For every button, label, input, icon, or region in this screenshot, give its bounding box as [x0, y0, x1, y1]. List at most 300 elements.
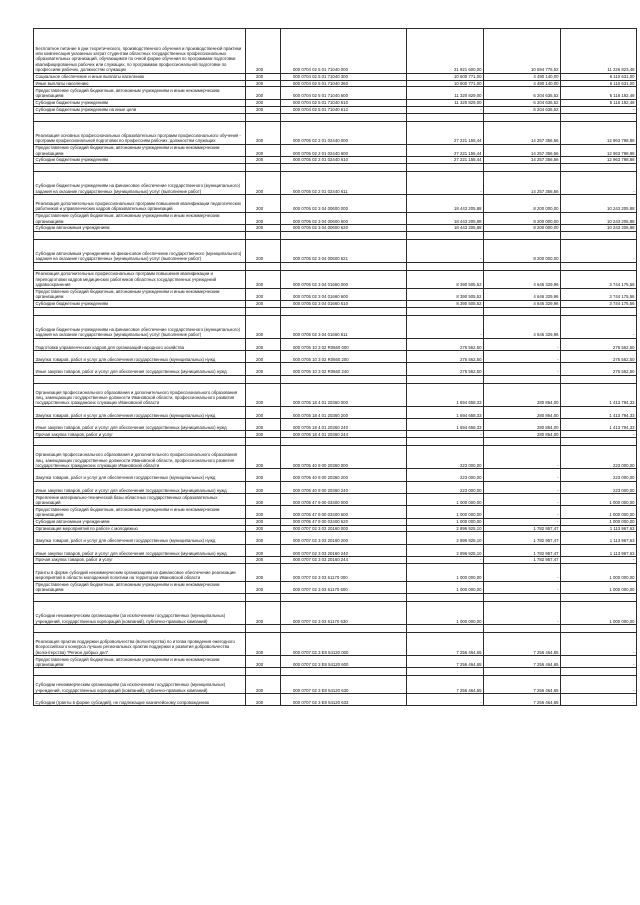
row-remaining-cell: 276 562,50: [561, 351, 637, 363]
row-kbk-cell: 000 0707 02 3 E8 54120 630: [281, 676, 407, 694]
row-approved-cell: 276 562,50: [407, 338, 484, 350]
row-executed-cell: [484, 593, 561, 601]
row-executed-cell: -: [484, 601, 561, 624]
row-kbk-cell: 000 0705 02 2 01 02440 611: [281, 171, 407, 194]
row-name-cell: [34, 375, 246, 383]
table-body: [34, 29, 637, 706]
row-executed-cell: -: [484, 494, 561, 506]
row-approved-cell: -: [407, 239, 484, 262]
row-approved-cell: 1 694 658,33: [407, 406, 484, 418]
row-code-cell: 200: [246, 556, 281, 563]
row-remaining-cell: -: [561, 431, 637, 438]
row-kbk-cell: 000 0704 02 5 01 71040 000: [281, 29, 407, 74]
row-remaining-cell: 5 116 192,48: [561, 99, 637, 106]
row-name-cell: Укрепление материально-технической базы областных государственных образовательных организаций: [34, 494, 246, 506]
table-row: [34, 624, 637, 632]
table-row: [34, 601, 637, 624]
row-name-cell: Организация мероприятий по работе с молодежью: [34, 525, 246, 532]
table-row: [34, 288, 637, 300]
row-name-cell: Иные закупки товаров, работ и услуг для обеспечения государственных (муниципальных) нужд: [34, 419, 246, 431]
row-executed-cell: 1 782 957,47: [484, 525, 561, 532]
table-row: [34, 532, 637, 544]
row-name-cell: [34, 262, 246, 270]
row-kbk-cell: 000 0705 02 3 04 00600 000: [281, 194, 407, 212]
table-row: [34, 144, 637, 156]
table-row: [34, 300, 637, 307]
row-code-cell: 200: [246, 338, 281, 350]
row-remaining-cell: [561, 231, 637, 239]
row-remaining-cell: -: [561, 171, 637, 194]
row-kbk-cell: 000 0707 02 3 03 61170 630: [281, 601, 407, 624]
row-name-cell: Субсидии бюджетным учреждениям на финансовое обеспечение государственного (муниципального) задания на оказание государственных (муниципальных) услуг (выполнение работ): [34, 171, 246, 194]
row-kbk-cell: 000 0705 18 4 01 20360 240: [281, 419, 407, 431]
row-executed-cell: -: [484, 351, 561, 363]
row-remaining-cell: 1 113 967,63: [561, 544, 637, 556]
row-code-cell: 200: [246, 676, 281, 694]
row-name-cell: Предоставление субсидий бюджетным, автономным учреждениям и иным некоммерческим организациям: [34, 581, 246, 593]
row-approved-cell: 276 562,50: [407, 351, 484, 363]
row-name-cell: [34, 113, 246, 121]
table-row: [34, 239, 637, 262]
row-kbk-cell: 000 0705 02 2 01 02440 000: [281, 121, 407, 144]
row-code-cell: [246, 163, 281, 171]
table-row: [34, 121, 637, 144]
row-kbk-cell: 000 0705 02 2 01 02440 610: [281, 156, 407, 163]
row-approved-cell: 7 256 464,65: [407, 632, 484, 655]
row-executed-cell: 8 200 000,00: [484, 239, 561, 262]
table-row: [34, 224, 637, 231]
row-code-cell: 200: [246, 106, 281, 113]
row-code-cell: [246, 231, 281, 239]
row-remaining-cell: -: [561, 106, 637, 113]
row-kbk-cell: 000 0707 02 3 03 20160 200: [281, 532, 407, 544]
row-name-cell: Предоставление субсидий бюджетным, автономным учреждениям и иным некоммерческим организациям: [34, 288, 246, 300]
row-name-cell: [34, 307, 246, 315]
row-remaining-cell: -: [561, 656, 637, 668]
row-code-cell: 200: [246, 171, 281, 194]
row-code-cell: 200: [246, 212, 281, 224]
row-approved-cell: -: [407, 106, 484, 113]
row-approved-cell: [407, 375, 484, 383]
row-code-cell: 200: [246, 518, 281, 525]
row-remaining-cell: 12 963 798,88: [561, 121, 637, 144]
row-name-cell: Иные выплаты населению: [34, 80, 246, 87]
row-remaining-cell: 276 562,50: [561, 363, 637, 375]
table-row: [34, 406, 637, 418]
row-executed-cell: [484, 163, 561, 171]
row-name-cell: Иные закупки товаров, работ и услуг для обеспечения государственных (муниципальных) нужд: [34, 363, 246, 375]
row-executed-cell: -: [484, 363, 561, 375]
row-approved-cell: [407, 438, 484, 446]
row-executed-cell: 8 200 000,00: [484, 224, 561, 231]
row-remaining-cell: [561, 307, 637, 315]
row-name-cell: Предоставление субсидий бюджетным, автономным учреждениям и иным некоммерческим организациям: [34, 506, 246, 518]
row-executed-cell: 4 646 329,96: [484, 270, 561, 288]
row-executed-cell: -: [484, 446, 561, 469]
row-kbk-cell: 000 0704 02 5 01 71040 610: [281, 99, 407, 106]
row-code-cell: 200: [246, 632, 281, 655]
row-code-cell: [246, 668, 281, 676]
row-remaining-cell: 1 113 967,63: [561, 525, 637, 532]
row-code-cell: 200: [246, 446, 281, 469]
row-name-cell: Бесплатное питание в дни теоретического, производственного обучения и производственной практики или компенсация указанных затрат студентам областных государственных профессиональных образовательных организаций, обучающимся по очной форме обучения по программам подготовки квалифицированных рабочих или служащих, по программам профессиональной подготовки по профессиям рабочих, должностям служащих: [34, 29, 246, 74]
table-row: [34, 212, 637, 224]
budget-execution-table: [33, 28, 637, 706]
row-executed-cell: 4 646 329,96: [484, 288, 561, 300]
row-remaining-cell: 1 113 967,63: [561, 532, 637, 544]
row-approved-cell: 18 443 205,88: [407, 212, 484, 224]
table-row: [34, 99, 637, 106]
row-remaining-cell: [561, 668, 637, 676]
row-executed-cell: 7 256 464,65: [484, 676, 561, 694]
row-remaining-cell: 1 000 000,00: [561, 581, 637, 593]
row-kbk-cell: [281, 307, 407, 315]
row-approved-cell: 10 600 771,00: [407, 80, 484, 87]
table-row: [34, 446, 637, 469]
row-name-cell: Закупка товаров, работ и услуг для обеспечения государственных (муниципальных) нужд: [34, 532, 246, 544]
row-executed-cell: -: [484, 581, 561, 593]
row-name-cell: Предоставление субсидий бюджетным, автономным учреждениям и иным некоммерческим организациям: [34, 212, 246, 224]
table-row: [34, 438, 637, 446]
row-name-cell: Субсидии бюджетным учреждениям: [34, 156, 246, 163]
table-row: [34, 171, 637, 194]
row-executed-cell: 14 257 356,56: [484, 171, 561, 194]
row-name-cell: [34, 231, 246, 239]
row-remaining-cell: -: [561, 239, 637, 262]
row-approved-cell: 1 000 000,00: [407, 581, 484, 593]
row-name-cell: Предоставление субсидий бюджетным, автономным учреждениям и иным некоммерческим организациям: [34, 87, 246, 99]
row-approved-cell: 1 694 658,33: [407, 419, 484, 431]
row-approved-cell: -: [407, 556, 484, 563]
table-row: [34, 338, 637, 350]
row-remaining-cell: -: [561, 315, 637, 338]
row-executed-cell: [484, 113, 561, 121]
row-remaining-cell: [561, 262, 637, 270]
table-row: [34, 73, 637, 80]
row-remaining-cell: 10 243 205,88: [561, 212, 637, 224]
row-remaining-cell: 10 243 205,88: [561, 194, 637, 212]
row-approved-cell: -: [407, 171, 484, 194]
row-executed-cell: 8 200 000,00: [484, 212, 561, 224]
table-row: [34, 563, 637, 581]
row-executed-cell: 280 864,00: [484, 431, 561, 438]
row-remaining-cell: 6 110 631,00: [561, 80, 637, 87]
budget-table-sheet: [33, 28, 636, 706]
row-kbk-cell: 000 0705 02 3 04 01660 610: [281, 300, 407, 307]
row-name-cell: Субсидии бюджетным учреждениям на финансовое обеспечение государственного (муниципального) задания на оказание государственных (муниципальных) услуг (выполнение работ): [34, 315, 246, 338]
row-code-cell: 200: [246, 87, 281, 99]
table-row: [34, 676, 637, 694]
table-row: [34, 80, 637, 87]
row-approved-cell: 1 000 000,00: [407, 563, 484, 581]
row-kbk-cell: 000 0707 02 3 E8 54120 000: [281, 632, 407, 655]
row-executed-cell: [484, 624, 561, 632]
row-code-cell: 200: [246, 544, 281, 556]
row-code-cell: 200: [246, 694, 281, 706]
table-row: [34, 262, 637, 270]
row-executed-cell: 1 782 957,47: [484, 556, 561, 563]
row-executed-cell: -: [484, 506, 561, 518]
table-row: [34, 29, 637, 74]
row-executed-cell: 6 204 636,52: [484, 106, 561, 113]
row-code-cell: 200: [246, 224, 281, 231]
row-approved-cell: 2 896 925,10: [407, 532, 484, 544]
row-kbk-cell: 000 0705 02 3 04 01660 000: [281, 270, 407, 288]
row-kbk-cell: 000 0707 02 3 03 20160 000: [281, 525, 407, 532]
row-code-cell: 200: [246, 351, 281, 363]
row-kbk-cell: [281, 231, 407, 239]
row-name-cell: Социальное обеспечение и иные выплаты населению: [34, 73, 246, 80]
table-row: [34, 581, 637, 593]
row-code-cell: 200: [246, 288, 281, 300]
row-name-cell: Подготовка управленческих кадров для организаций народного хозяйства: [34, 338, 246, 350]
row-kbk-cell: 000 0705 10 3 02 R0660 000: [281, 338, 407, 350]
row-approved-cell: 7 256 464,65: [407, 676, 484, 694]
row-remaining-cell: [561, 438, 637, 446]
row-kbk-cell: [281, 624, 407, 632]
table-row: [34, 307, 637, 315]
row-approved-cell: [407, 113, 484, 121]
table-row: [34, 375, 637, 383]
row-name-cell: Реализация дополнительных профессиональных программ повышения квалификации педагогических работников и управленческих кадров образовательных организаций: [34, 194, 246, 212]
row-name-cell: Субсидии бюджетным учреждениям на иные цели: [34, 106, 246, 113]
row-executed-cell: 14 257 356,56: [484, 156, 561, 163]
row-code-cell: 200: [246, 563, 281, 581]
row-kbk-cell: [281, 163, 407, 171]
table-row: [34, 106, 637, 113]
row-code-cell: 200: [246, 300, 281, 307]
row-code-cell: 200: [246, 99, 281, 106]
row-kbk-cell: 000 0705 47 9 00 03400 620: [281, 518, 407, 525]
row-executed-cell: 4 490 140,00: [484, 80, 561, 87]
row-approved-cell: 18 443 205,88: [407, 194, 484, 212]
row-code-cell: 200: [246, 431, 281, 438]
row-name-cell: Организация профессионального образования и дополнительного профессионального образования лиц, замещающих государственные должности Ивановской области, профессионального развития государственных гражданских служащих Ивановской области: [34, 446, 246, 469]
row-code-cell: 200: [246, 73, 281, 80]
row-executed-cell: 7 256 464,65: [484, 694, 561, 706]
row-approved-cell: 2 896 925,10: [407, 525, 484, 532]
table-row: [34, 113, 637, 121]
row-approved-cell: 10 600 771,00: [407, 73, 484, 80]
row-remaining-cell: 1 000 000,00: [561, 506, 637, 518]
row-name-cell: [34, 438, 246, 446]
table-row: [34, 525, 637, 532]
row-remaining-cell: 223 000,00: [561, 446, 637, 469]
row-name-cell: [34, 163, 246, 171]
row-kbk-cell: 000 0705 02 3 04 00600 621: [281, 239, 407, 262]
row-approved-cell: 1 000 000,00: [407, 506, 484, 518]
row-approved-cell: [407, 262, 484, 270]
row-executed-cell: 280 864,00: [484, 419, 561, 431]
table-row: [34, 694, 637, 706]
row-kbk-cell: 000 0705 10 3 02 R0660 200: [281, 351, 407, 363]
row-code-cell: [246, 624, 281, 632]
table-row: [34, 556, 637, 563]
row-code-cell: 200: [246, 656, 281, 668]
row-executed-cell: 7 256 464,65: [484, 656, 561, 668]
row-kbk-cell: [281, 668, 407, 676]
row-code-cell: 200: [246, 581, 281, 593]
row-name-cell: Реализация основных профессиональных образовательных программ профессионального обучения - программ профессиональной подготовки по профессиям рабочих, должностям служащих: [34, 121, 246, 144]
row-executed-cell: -: [484, 563, 561, 581]
row-remaining-cell: -: [561, 676, 637, 694]
row-code-cell: 200: [246, 270, 281, 288]
row-executed-cell: [484, 438, 561, 446]
table-row: [34, 363, 637, 375]
table-row: [34, 656, 637, 668]
row-approved-cell: 1 000 000,00: [407, 601, 484, 624]
row-approved-cell: -: [407, 315, 484, 338]
table-row: [34, 668, 637, 676]
row-approved-cell: 223 000,00: [407, 481, 484, 493]
row-remaining-cell: [561, 624, 637, 632]
row-approved-cell: [407, 231, 484, 239]
row-executed-cell: 4 646 329,96: [484, 300, 561, 307]
row-name-cell: Субсидии бюджетным учреждениям: [34, 300, 246, 307]
row-executed-cell: 1 782 957,47: [484, 544, 561, 556]
row-code-cell: 200: [246, 481, 281, 493]
row-code-cell: [246, 438, 281, 446]
row-kbk-cell: 000 0705 47 9 00 03400 000: [281, 494, 407, 506]
row-kbk-cell: 000 0704 02 5 01 71040 360: [281, 80, 407, 87]
row-code-cell: [246, 307, 281, 315]
row-kbk-cell: [281, 593, 407, 601]
row-remaining-cell: 12 963 798,88: [561, 156, 637, 163]
row-kbk-cell: 000 0705 02 3 04 00600 600: [281, 212, 407, 224]
table-row: [34, 518, 637, 525]
row-kbk-cell: 000 0707 02 3 03 20160 240: [281, 544, 407, 556]
row-remaining-cell: [561, 593, 637, 601]
row-remaining-cell: [561, 163, 637, 171]
row-remaining-cell: -: [561, 694, 637, 706]
table-row: [34, 419, 637, 431]
row-name-cell: Прочая закупка товаров, работ и услуг: [34, 431, 246, 438]
table-row: [34, 270, 637, 288]
row-remaining-cell: 276 562,50: [561, 338, 637, 350]
row-name-cell: Предоставление субсидий бюджетным, автономным учреждениям и иным некоммерческим организациям: [34, 656, 246, 668]
row-approved-cell: 223 000,00: [407, 446, 484, 469]
row-name-cell: Закупка товаров, работ и услуг для обеспечения государственных (муниципальных) нужд: [34, 406, 246, 418]
row-name-cell: Субсидии бюджетным учреждениям: [34, 99, 246, 106]
row-approved-cell: -: [407, 694, 484, 706]
table-row: [34, 494, 637, 506]
row-code-cell: 200: [246, 494, 281, 506]
row-approved-cell: 8 390 505,52: [407, 270, 484, 288]
row-approved-cell: 21 921 600,00: [407, 29, 484, 74]
row-approved-cell: 27 221 155,44: [407, 121, 484, 144]
row-kbk-cell: 000 0705 47 9 00 03400 600: [281, 506, 407, 518]
row-executed-cell: -: [484, 518, 561, 525]
row-approved-cell: 18 443 205,88: [407, 224, 484, 231]
row-code-cell: 200: [246, 80, 281, 87]
table-row: [34, 481, 637, 493]
row-executed-cell: 10 694 776,52: [484, 29, 561, 74]
row-kbk-cell: 000 0705 40 9 00 20360 000: [281, 446, 407, 469]
row-executed-cell: [484, 307, 561, 315]
row-name-cell: Закупка товаров, работ и услуг для обеспечения государственных (муниципальных) нужд: [34, 351, 246, 363]
row-remaining-cell: 1 413 794,33: [561, 383, 637, 406]
row-code-cell: [246, 262, 281, 270]
table-row: [34, 163, 637, 171]
table-row: [34, 156, 637, 163]
row-name-cell: [34, 624, 246, 632]
row-executed-cell: 14 257 356,56: [484, 144, 561, 156]
row-code-cell: [246, 113, 281, 121]
table-row: [34, 351, 637, 363]
row-code-cell: 200: [246, 525, 281, 532]
row-kbk-cell: 000 0705 18 4 01 20360 244: [281, 431, 407, 438]
row-name-cell: Субсидии автономным учреждениям: [34, 518, 246, 525]
row-executed-cell: 8 200 000,00: [484, 194, 561, 212]
row-code-cell: 200: [246, 144, 281, 156]
row-kbk-cell: 000 0707 02 3 E8 54120 600: [281, 656, 407, 668]
row-remaining-cell: [561, 113, 637, 121]
row-remaining-cell: 1 000 000,00: [561, 494, 637, 506]
row-remaining-cell: 1 000 000,00: [561, 601, 637, 624]
row-remaining-cell: [561, 375, 637, 383]
row-executed-cell: [484, 231, 561, 239]
row-code-cell: 200: [246, 469, 281, 481]
table-row: [34, 469, 637, 481]
row-code-cell: [246, 593, 281, 601]
row-code-cell: 200: [246, 363, 281, 375]
row-remaining-cell: 1 000 000,00: [561, 563, 637, 581]
row-name-cell: Иные закупки товаров, работ и услуг для обеспечения государственных (муниципальных) нужд: [34, 544, 246, 556]
row-approved-cell: 8 390 505,52: [407, 288, 484, 300]
row-code-cell: 200: [246, 156, 281, 163]
row-kbk-cell: 000 0705 02 3 04 00600 620: [281, 224, 407, 231]
row-approved-cell: [407, 163, 484, 171]
row-remaining-cell: 223 000,00: [561, 481, 637, 493]
row-name-cell: Субсидии некоммерческим организациям (за исключением государственных (муниципальных) учреждений, государственных корпораций (компаний), публично-правовых компаний): [34, 601, 246, 624]
row-remaining-cell: -: [561, 556, 637, 563]
row-remaining-cell: 1 000 000,00: [561, 518, 637, 525]
table-row: [34, 544, 637, 556]
row-kbk-cell: 000 0705 02 3 04 01660 611: [281, 315, 407, 338]
table-row: [34, 593, 637, 601]
row-kbk-cell: 000 0707 02 3 E8 54120 633: [281, 694, 407, 706]
row-kbk-cell: 000 0704 02 5 01 71040 300: [281, 73, 407, 80]
row-executed-cell: 14 257 356,56: [484, 121, 561, 144]
row-remaining-cell: 5 116 192,48: [561, 87, 637, 99]
row-executed-cell: 4 646 329,96: [484, 315, 561, 338]
row-executed-cell: 6 204 636,52: [484, 87, 561, 99]
row-kbk-cell: [281, 113, 407, 121]
row-approved-cell: 276 562,50: [407, 363, 484, 375]
row-remaining-cell: 3 744 175,56: [561, 288, 637, 300]
row-code-cell: 200: [246, 406, 281, 418]
row-name-cell: Субсидии автономным учреждениям на финансовое обеспечение государственного (муниципального) задания на оказание государственных (муниципальных) услуг (выполнение работ): [34, 239, 246, 262]
row-executed-cell: 7 256 464,65: [484, 632, 561, 655]
row-code-cell: 200: [246, 315, 281, 338]
table-row: [34, 383, 637, 406]
row-name-cell: Субсидии некоммерческим организациям (за исключением государственных (муниципальных) учреждений, государственных корпораций (компаний), публично-правовых компаний): [34, 676, 246, 694]
row-executed-cell: -: [484, 481, 561, 493]
row-kbk-cell: 000 0705 18 4 01 20360 000: [281, 383, 407, 406]
row-executed-cell: [484, 668, 561, 676]
table-row: [34, 87, 637, 99]
row-remaining-cell: 3 744 175,56: [561, 300, 637, 307]
row-kbk-cell: 000 0707 02 3 03 61170 600: [281, 581, 407, 593]
row-code-cell: 200: [246, 239, 281, 262]
row-kbk-cell: 000 0705 02 3 04 01660 600: [281, 288, 407, 300]
row-approved-cell: 27 221 155,44: [407, 144, 484, 156]
row-approved-cell: [407, 307, 484, 315]
row-kbk-cell: 000 0704 02 5 01 71040 612: [281, 106, 407, 113]
table-row: [34, 231, 637, 239]
row-remaining-cell: 10 243 205,88: [561, 224, 637, 231]
row-remaining-cell: 11 226 823,48: [561, 29, 637, 74]
